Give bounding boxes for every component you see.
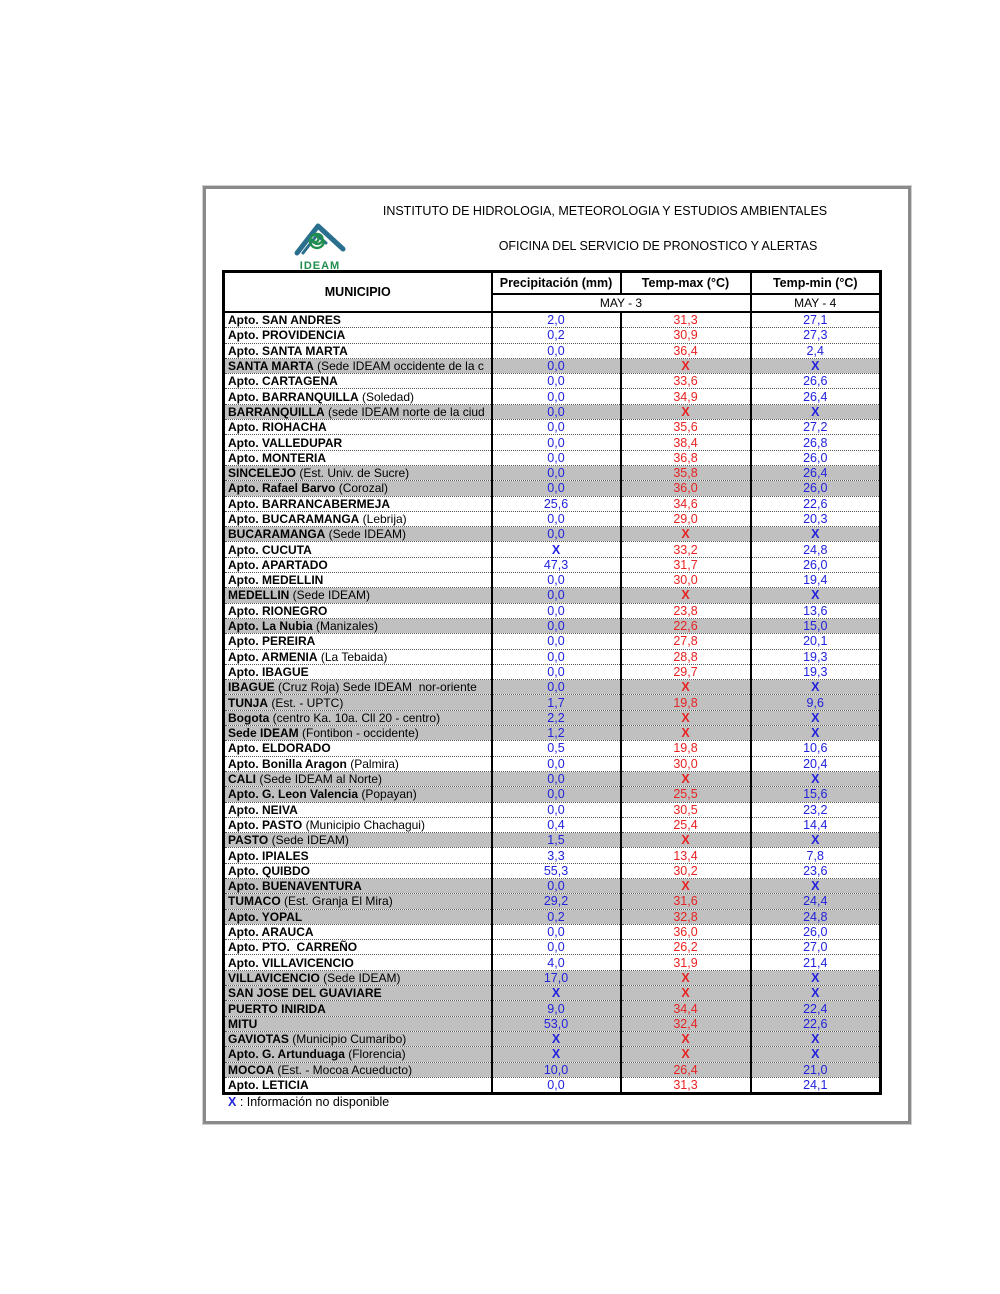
tempmin-cell: X bbox=[751, 680, 881, 695]
tempmax-cell: 34,9 bbox=[621, 389, 751, 404]
tempmin-cell: 26,4 bbox=[751, 465, 881, 480]
table-row bbox=[224, 1001, 881, 1016]
precip-cell: 17,0 bbox=[492, 970, 621, 985]
precip-cell: 55,3 bbox=[492, 863, 621, 878]
table-row bbox=[224, 878, 881, 893]
tempmax-cell: 26,4 bbox=[621, 1062, 751, 1077]
municipio-cell: SAN JOSE DEL GUAVIARE bbox=[224, 986, 492, 1001]
tempmax-cell: X bbox=[621, 986, 751, 1001]
precip-cell: 10,0 bbox=[492, 1062, 621, 1077]
tempmin-cell: 26,0 bbox=[751, 481, 881, 496]
table-row bbox=[224, 557, 881, 572]
tempmax-cell: X bbox=[621, 710, 751, 725]
tempmin-cell: 15,6 bbox=[751, 787, 881, 802]
ideam-logo-label: IDEAM bbox=[299, 260, 341, 272]
tempmax-cell: 19,8 bbox=[621, 695, 751, 710]
tempmin-cell: 21,4 bbox=[751, 955, 881, 970]
precip-cell: 1,7 bbox=[492, 695, 621, 710]
date-label-may-4: MAY - 4 bbox=[751, 294, 881, 312]
precip-cell: 0,0 bbox=[492, 374, 621, 389]
precip-cell: 0,0 bbox=[492, 389, 621, 404]
table-row bbox=[224, 695, 881, 710]
tempmin-cell: 26,0 bbox=[751, 924, 881, 939]
tempmin-cell: X bbox=[751, 986, 881, 1001]
municipio-cell: Apto. APARTADO bbox=[224, 557, 492, 572]
tempmax-cell: 27,8 bbox=[621, 634, 751, 649]
tempmax-cell: 36,0 bbox=[621, 481, 751, 496]
table-row bbox=[224, 603, 881, 618]
tempmax-cell: 35,6 bbox=[621, 420, 751, 435]
tempmax-cell: 34,6 bbox=[621, 496, 751, 511]
table-row bbox=[224, 573, 881, 588]
table-row bbox=[224, 955, 881, 970]
precip-cell: 0,0 bbox=[492, 634, 621, 649]
tempmax-cell: 33,2 bbox=[621, 542, 751, 557]
precip-cell: 3,3 bbox=[492, 848, 621, 863]
precip-cell: 0,0 bbox=[492, 664, 621, 679]
tempmin-cell: 26,0 bbox=[751, 557, 881, 572]
precip-cell: 0,0 bbox=[492, 404, 621, 419]
precip-cell: 0,0 bbox=[492, 527, 621, 542]
forecast-table bbox=[222, 270, 882, 1095]
municipio-cell: Apto. VILLAVICENCIO bbox=[224, 955, 492, 970]
tempmax-cell: 31,7 bbox=[621, 557, 751, 572]
precip-cell: 47,3 bbox=[492, 557, 621, 572]
municipio-cell: PASTO (Sede IDEAM) bbox=[224, 833, 492, 848]
tempmax-cell: 30,0 bbox=[621, 756, 751, 771]
precip-cell: 9,0 bbox=[492, 1001, 621, 1016]
precip-cell: 0,4 bbox=[492, 817, 621, 832]
tempmin-cell: 26,4 bbox=[751, 389, 881, 404]
precip-cell: 1,2 bbox=[492, 726, 621, 741]
precip-cell: 53,0 bbox=[492, 1016, 621, 1031]
municipio-cell: Apto. ARAUCA bbox=[224, 924, 492, 939]
municipio-cell: Apto. SANTA MARTA bbox=[224, 343, 492, 358]
precip-cell: 0,0 bbox=[492, 465, 621, 480]
tempmin-cell: 20,1 bbox=[751, 634, 881, 649]
municipio-cell: VILLAVICENCIO (Sede IDEAM) bbox=[224, 970, 492, 985]
tempmax-cell: 28,8 bbox=[621, 649, 751, 664]
precip-cell: 0,0 bbox=[492, 771, 621, 786]
table-row bbox=[224, 404, 881, 419]
precip-cell: 0,5 bbox=[492, 741, 621, 756]
municipio-cell: Apto. RIONEGRO bbox=[224, 603, 492, 618]
tempmax-cell: 32,4 bbox=[621, 1016, 751, 1031]
tempmin-cell: X bbox=[751, 710, 881, 725]
municipio-cell: IBAGUE (Cruz Roja) Sede IDEAM nor-oriente bbox=[224, 680, 492, 695]
table-body bbox=[224, 312, 881, 1094]
precip-cell: 0,2 bbox=[492, 909, 621, 924]
tempmin-cell: X bbox=[751, 833, 881, 848]
tempmax-cell: X bbox=[621, 680, 751, 695]
table-row bbox=[224, 817, 881, 832]
tempmin-cell: 2,4 bbox=[751, 343, 881, 358]
tempmax-cell: X bbox=[621, 404, 751, 419]
tempmin-cell: 26,8 bbox=[751, 435, 881, 450]
tempmin-cell: 23,6 bbox=[751, 863, 881, 878]
municipio-cell: TUNJA (Est. - UPTC) bbox=[224, 695, 492, 710]
tempmin-cell: 23,2 bbox=[751, 802, 881, 817]
tempmin-cell: X bbox=[751, 878, 881, 893]
tempmax-cell: 33,6 bbox=[621, 374, 751, 389]
municipio-cell: Apto. PEREIRA bbox=[224, 634, 492, 649]
municipio-cell: CALI (Sede IDEAM al Norte) bbox=[224, 771, 492, 786]
precip-cell: 0,0 bbox=[492, 435, 621, 450]
municipio-cell: Apto. ARMENIA (La Tebaida) bbox=[224, 649, 492, 664]
municipio-cell: Apto. PASTO (Municipio Chachagui) bbox=[224, 817, 492, 832]
tempmin-cell: X bbox=[751, 527, 881, 542]
precip-cell: 0,0 bbox=[492, 618, 621, 633]
precip-cell: 0,0 bbox=[492, 450, 621, 465]
ideam-mountain-spiral-icon bbox=[293, 219, 347, 257]
precip-cell: 0,0 bbox=[492, 481, 621, 496]
tempmin-cell: 7,8 bbox=[751, 848, 881, 863]
table-row bbox=[224, 771, 881, 786]
legend-x-symbol: X bbox=[228, 1095, 237, 1109]
precip-cell: 0,0 bbox=[492, 588, 621, 603]
precip-cell: 0,2 bbox=[492, 328, 621, 343]
table-row bbox=[224, 450, 881, 465]
table-row bbox=[224, 358, 881, 373]
tempmax-cell: X bbox=[621, 588, 751, 603]
tempmax-cell: X bbox=[621, 833, 751, 848]
tempmax-cell: 13,4 bbox=[621, 848, 751, 863]
table-row bbox=[224, 542, 881, 557]
municipio-cell: Apto. RIOHACHA bbox=[224, 420, 492, 435]
tempmin-cell: X bbox=[751, 970, 881, 985]
precip-cell: X bbox=[492, 986, 621, 1001]
precip-cell: 0,0 bbox=[492, 573, 621, 588]
municipio-cell: MOCOA (Est. - Mocoa Acueducto) bbox=[224, 1062, 492, 1077]
tempmax-cell: 32,8 bbox=[621, 909, 751, 924]
precip-cell: 0,0 bbox=[492, 511, 621, 526]
tempmax-cell: 38,4 bbox=[621, 435, 751, 450]
municipio-cell: Apto. YOPAL bbox=[224, 909, 492, 924]
table-row bbox=[224, 618, 881, 633]
tempmax-cell: 30,9 bbox=[621, 328, 751, 343]
tempmax-cell: 34,4 bbox=[621, 1001, 751, 1016]
tempmax-cell: 31,6 bbox=[621, 894, 751, 909]
precip-cell: 0,0 bbox=[492, 878, 621, 893]
precip-cell: 0,0 bbox=[492, 924, 621, 939]
legend-note bbox=[228, 1095, 389, 1109]
tempmax-cell: X bbox=[621, 726, 751, 741]
tempmax-cell: X bbox=[621, 878, 751, 893]
tempmin-cell: 26,0 bbox=[751, 450, 881, 465]
municipio-cell: Apto. IPIALES bbox=[224, 848, 492, 863]
precip-cell: 29,2 bbox=[492, 894, 621, 909]
table-row bbox=[224, 389, 881, 404]
municipio-cell: Apto. IBAGUE bbox=[224, 664, 492, 679]
table-row bbox=[224, 848, 881, 863]
table-row bbox=[224, 511, 881, 526]
precip-cell: 0,0 bbox=[492, 358, 621, 373]
municipio-cell: Apto. NEIVA bbox=[224, 802, 492, 817]
municipio-cell: TUMACO (Est. Granja El Mira) bbox=[224, 894, 492, 909]
municipio-cell: Apto. BARRANQUILLA (Soledad) bbox=[224, 389, 492, 404]
tempmin-cell: X bbox=[751, 771, 881, 786]
municipio-cell: Bogota (centro Ka. 10a. Cll 20 - centro) bbox=[224, 710, 492, 725]
municipio-cell: Apto. G. Leon Valencia (Popayan) bbox=[224, 787, 492, 802]
tempmin-cell: 24,1 bbox=[751, 1077, 881, 1093]
precip-cell: 0,0 bbox=[492, 1077, 621, 1093]
municipio-cell: Apto. LETICIA bbox=[224, 1077, 492, 1093]
tempmin-cell: 27,3 bbox=[751, 328, 881, 343]
table-row bbox=[224, 649, 881, 664]
tempmax-cell: 29,0 bbox=[621, 511, 751, 526]
ideam-logo bbox=[292, 219, 348, 272]
tempmin-cell: 20,4 bbox=[751, 756, 881, 771]
table-row bbox=[224, 465, 881, 480]
table-row bbox=[224, 741, 881, 756]
institute-title: INSTITUTO DE HIDROLOGIA, METEOROLOGIA Y ESTUDIOS AMBIENTALES bbox=[382, 204, 828, 218]
municipio-cell: MEDELLIN (Sede IDEAM) bbox=[224, 588, 492, 603]
precip-cell: 2,0 bbox=[492, 312, 621, 328]
table-row bbox=[224, 940, 881, 955]
tempmax-cell: X bbox=[621, 1047, 751, 1062]
precip-cell: 0,0 bbox=[492, 343, 621, 358]
table-row bbox=[224, 710, 881, 725]
column-header-municipio: MUNICIPIO bbox=[224, 272, 492, 313]
tempmin-cell: 27,1 bbox=[751, 312, 881, 328]
precip-cell: 25,6 bbox=[492, 496, 621, 511]
tempmax-cell: 22,6 bbox=[621, 618, 751, 633]
municipio-cell: Apto. SAN ANDRES bbox=[224, 312, 492, 328]
tempmax-cell: 23,8 bbox=[621, 603, 751, 618]
tempmax-cell: 35,8 bbox=[621, 465, 751, 480]
table-row bbox=[224, 420, 881, 435]
municipio-cell: Apto. BUCARAMANGA (Lebrija) bbox=[224, 511, 492, 526]
legend-text: : Información no disponible bbox=[236, 1095, 390, 1109]
precip-cell: 0,0 bbox=[492, 756, 621, 771]
table-row bbox=[224, 1062, 881, 1077]
precip-cell: 0,0 bbox=[492, 649, 621, 664]
table-row bbox=[224, 756, 881, 771]
tempmin-cell: 14,4 bbox=[751, 817, 881, 832]
precip-cell: 0,0 bbox=[492, 787, 621, 802]
header-row-columns bbox=[224, 272, 881, 295]
table-row bbox=[224, 833, 881, 848]
municipio-cell: Sede IDEAM (Fontibon - occidente) bbox=[224, 726, 492, 741]
tempmin-cell: 9,6 bbox=[751, 695, 881, 710]
precip-cell: 0,0 bbox=[492, 940, 621, 955]
table-row bbox=[224, 802, 881, 817]
tempmax-cell: 30,0 bbox=[621, 573, 751, 588]
municipio-cell: PUERTO INIRIDA bbox=[224, 1001, 492, 1016]
municipio-cell: Apto. La Nubia (Manizales) bbox=[224, 618, 492, 633]
tempmin-cell: 22,4 bbox=[751, 1001, 881, 1016]
precip-cell: 1,5 bbox=[492, 833, 621, 848]
table-row bbox=[224, 343, 881, 358]
precip-cell: 0,0 bbox=[492, 420, 621, 435]
tempmax-cell: 36,0 bbox=[621, 924, 751, 939]
table-row bbox=[224, 787, 881, 802]
tempmin-cell: 21,0 bbox=[751, 1062, 881, 1077]
tempmax-cell: X bbox=[621, 970, 751, 985]
table-row bbox=[224, 986, 881, 1001]
table-row bbox=[224, 481, 881, 496]
tempmin-cell: 19,3 bbox=[751, 664, 881, 679]
tempmax-cell: 31,3 bbox=[621, 1077, 751, 1093]
tempmin-cell: 19,4 bbox=[751, 573, 881, 588]
tempmax-cell: X bbox=[621, 771, 751, 786]
table-row bbox=[224, 328, 881, 343]
municipio-cell: Apto. PROVIDENCIA bbox=[224, 328, 492, 343]
precip-cell: X bbox=[492, 1047, 621, 1062]
report-frame bbox=[203, 186, 911, 1124]
tempmax-cell: 36,8 bbox=[621, 450, 751, 465]
tempmax-cell: 30,2 bbox=[621, 863, 751, 878]
tempmin-cell: 22,6 bbox=[751, 496, 881, 511]
municipio-cell: Apto. CUCUTA bbox=[224, 542, 492, 557]
tempmax-cell: X bbox=[621, 358, 751, 373]
table-row bbox=[224, 894, 881, 909]
table-row bbox=[224, 496, 881, 511]
tempmin-cell: 24,8 bbox=[751, 542, 881, 557]
tempmax-cell: 29,7 bbox=[621, 664, 751, 679]
tempmin-cell: 26,6 bbox=[751, 374, 881, 389]
precip-cell: 0,0 bbox=[492, 802, 621, 817]
precip-cell: 4,0 bbox=[492, 955, 621, 970]
tempmin-cell: 20,3 bbox=[751, 511, 881, 526]
municipio-cell: Apto. BUENAVENTURA bbox=[224, 878, 492, 893]
tempmin-cell: 13,6 bbox=[751, 603, 881, 618]
municipio-cell: Apto. BARRANCABERMEJA bbox=[224, 496, 492, 511]
table-row bbox=[224, 1047, 881, 1062]
municipio-cell: SANTA MARTA (Sede IDEAM occidente de la c bbox=[224, 358, 492, 373]
precip-cell: X bbox=[492, 1031, 621, 1046]
tempmin-cell: X bbox=[751, 1031, 881, 1046]
municipio-cell: Apto. MEDELLIN bbox=[224, 573, 492, 588]
table-row bbox=[224, 634, 881, 649]
table-row bbox=[224, 909, 881, 924]
table-row bbox=[224, 527, 881, 542]
municipio-cell: Apto. Bonilla Aragon (Palmira) bbox=[224, 756, 492, 771]
municipio-cell: Apto. Rafael Barvo (Corozal) bbox=[224, 481, 492, 496]
table-row bbox=[224, 680, 881, 695]
municipio-cell: MITU bbox=[224, 1016, 492, 1031]
column-header-precipitacion: Precipitación (mm) bbox=[492, 272, 621, 295]
tempmin-cell: 24,4 bbox=[751, 894, 881, 909]
tempmax-cell: 31,9 bbox=[621, 955, 751, 970]
tempmin-cell: 27,2 bbox=[751, 420, 881, 435]
table-row bbox=[224, 374, 881, 389]
tempmax-cell: X bbox=[621, 1031, 751, 1046]
tempmax-cell: 19,8 bbox=[621, 741, 751, 756]
column-header-temp-max: Temp-max (°C) bbox=[621, 272, 751, 295]
tempmin-cell: 10,6 bbox=[751, 741, 881, 756]
tempmin-cell: X bbox=[751, 358, 881, 373]
tempmin-cell: X bbox=[751, 1047, 881, 1062]
tempmax-cell: 30,5 bbox=[621, 802, 751, 817]
tempmax-cell: 25,4 bbox=[621, 817, 751, 832]
table-row bbox=[224, 1031, 881, 1046]
precip-cell: 0,0 bbox=[492, 603, 621, 618]
municipio-cell: Apto. PTO. CARREÑO bbox=[224, 940, 492, 955]
table-row bbox=[224, 312, 881, 328]
table-row bbox=[224, 863, 881, 878]
municipio-cell: BARRANQUILLA (sede IDEAM norte de la ciud bbox=[224, 404, 492, 419]
tempmax-cell: 25,5 bbox=[621, 787, 751, 802]
table-row bbox=[224, 588, 881, 603]
municipio-cell: SINCELEJO (Est. Univ. de Sucre) bbox=[224, 465, 492, 480]
municipio-cell: Apto. VALLEDUPAR bbox=[224, 435, 492, 450]
table-row bbox=[224, 726, 881, 741]
municipio-cell: Apto. MONTERIA bbox=[224, 450, 492, 465]
municipio-cell: Apto. ELDORADO bbox=[224, 741, 492, 756]
table-row bbox=[224, 664, 881, 679]
table-row bbox=[224, 970, 881, 985]
table-row bbox=[224, 1016, 881, 1031]
municipio-cell: GAVIOTAS (Municipio Cumaribo) bbox=[224, 1031, 492, 1046]
date-label-may-3: MAY - 3 bbox=[492, 294, 751, 312]
tempmin-cell: 15,0 bbox=[751, 618, 881, 633]
tempmax-cell: 31,3 bbox=[621, 312, 751, 328]
municipio-cell: Apto. G. Artunduaga (Florencia) bbox=[224, 1047, 492, 1062]
table-row bbox=[224, 1077, 881, 1093]
tempmin-cell: X bbox=[751, 588, 881, 603]
office-subtitle: OFICINA DEL SERVICIO DE PRONOSTICO Y ALERTAS bbox=[498, 239, 818, 253]
tempmin-cell: 24,8 bbox=[751, 909, 881, 924]
municipio-cell: Apto. QUIBDO bbox=[224, 863, 492, 878]
precip-cell: X bbox=[492, 542, 621, 557]
tempmin-cell: X bbox=[751, 404, 881, 419]
tempmax-cell: 26,2 bbox=[621, 940, 751, 955]
column-header-temp-min: Temp-min (°C) bbox=[751, 272, 881, 295]
tempmin-cell: 22,6 bbox=[751, 1016, 881, 1031]
tempmin-cell: X bbox=[751, 726, 881, 741]
precip-cell: 0,0 bbox=[492, 680, 621, 695]
table-row bbox=[224, 924, 881, 939]
table-row bbox=[224, 435, 881, 450]
municipio-cell: Apto. CARTAGENA bbox=[224, 374, 492, 389]
tempmin-cell: 27,0 bbox=[751, 940, 881, 955]
tempmin-cell: 19,3 bbox=[751, 649, 881, 664]
tempmax-cell: X bbox=[621, 527, 751, 542]
municipio-cell: BUCARAMANGA (Sede IDEAM) bbox=[224, 527, 492, 542]
precip-cell: 2,2 bbox=[492, 710, 621, 725]
tempmax-cell: 36,4 bbox=[621, 343, 751, 358]
